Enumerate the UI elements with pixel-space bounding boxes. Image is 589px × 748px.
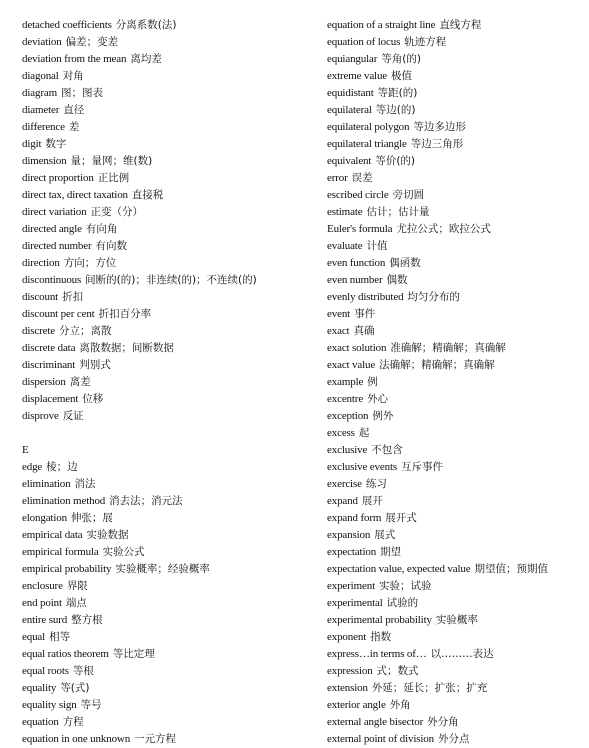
glossary-entry [327,459,587,476]
entry-english-term: equiangular [327,53,378,65]
entry-chinese-translation: 分立；离散 [59,325,112,337]
glossary-entry [22,663,312,680]
entry-english-term: end point [22,597,62,609]
glossary-entry [327,340,587,357]
glossary-entry [22,408,312,425]
left-column [22,17,312,748]
entry-chinese-translation: 离差 [69,376,91,388]
glossary-entry [22,612,312,629]
entry-chinese-translation: 折扣百分率 [98,308,152,320]
entry-english-term: experimental [327,597,383,609]
entry-chinese-translation: 消法 [74,478,96,490]
entry-english-term: discrete [22,325,56,337]
entry-english-term: equal roots [22,665,69,677]
entry-chinese-translation: 有向角 [85,223,118,235]
entry-english-term: equation in one unknown [22,733,131,745]
entry-chinese-translation: 图；图表 [61,87,103,99]
glossary-entry [22,578,312,595]
glossary-entry [327,68,587,85]
entry-chinese-translation: 以………表达 [430,648,494,660]
entry-english-term: discount [22,291,59,303]
glossary-entry [327,476,587,493]
entry-english-term: elimination method [22,495,106,507]
entry-english-term: directed angle [22,223,82,235]
entry-chinese-translation: 正比例 [97,172,130,184]
glossary-entry [22,136,312,153]
entry-chinese-translation: 等边(的) [375,104,416,116]
entry-chinese-translation: 实验；试验 [378,580,432,592]
glossary-entry [327,510,587,527]
entry-english-term: edge [22,461,43,473]
glossary-entry [22,34,312,51]
entry-english-term: even function [327,257,386,269]
entry-english-term: equidistant [327,87,374,99]
entry-chinese-translation: 均匀分布的 [407,291,460,303]
glossary-entry [22,731,312,748]
entry-chinese-translation: 外心 [367,393,389,405]
entry-chinese-translation: 轨迹方程 [404,36,447,48]
entry-english-term: expectation [327,546,377,558]
glossary-entry [327,408,587,425]
entry-english-term: direct proportion [22,172,94,184]
entry-chinese-translation: 端点 [65,597,87,609]
entry-english-term: exterior angle [327,699,386,711]
entry-english-term: discontinuous [22,274,82,286]
entry-chinese-translation: 离均差 [130,53,162,65]
glossary-entry [327,425,587,442]
glossary-entry [327,561,587,578]
glossary-entry [327,646,587,663]
section-spacer [22,425,312,442]
entry-chinese-translation: 伸张；展 [70,512,113,524]
glossary-entry [327,493,587,510]
entry-english-term: event [327,308,351,320]
glossary-entry [22,221,312,238]
entry-chinese-translation: 实验概率 [435,614,478,626]
glossary-entry [327,221,587,238]
entry-english-term: discrete data [22,342,76,354]
glossary-entry [22,119,312,136]
entry-chinese-translation: 偶函数 [389,257,421,269]
entry-english-term: deviation from the mean [22,53,127,65]
glossary-entry [327,714,587,731]
entry-chinese-translation: 展开式 [385,512,417,524]
glossary-entry [22,544,312,561]
entry-english-term: detached coefficients [22,19,112,31]
glossary-entry [22,374,312,391]
entry-english-term: equivalent [327,155,372,167]
glossary-entry [327,731,587,748]
glossary-entry [327,238,587,255]
glossary-entry [327,391,587,408]
entry-english-term: evenly distributed [327,291,404,303]
glossary-entry [22,17,312,34]
glossary-entry [327,119,587,136]
glossary-entry [22,272,312,289]
glossary-entry [22,68,312,85]
entry-chinese-translation: 整方根 [71,614,103,626]
entry-english-term: equation of locus [327,36,401,48]
entry-chinese-translation: 期望值；预期值 [474,563,548,575]
glossary-entry [22,510,312,527]
entry-chinese-translation: 互斥事件 [401,461,443,473]
entry-english-term: difference [22,121,65,133]
entry-chinese-translation: 练习 [365,478,387,490]
entry-chinese-translation: 消去法；消元法 [109,495,183,507]
entry-english-term: exact value [327,359,376,371]
glossary-entry [327,697,587,714]
glossary-entry [22,561,312,578]
entry-chinese-translation: 反证 [62,410,84,422]
entry-english-term: exact solution [327,342,387,354]
entry-chinese-translation: 尤拉公式；欧拉公式 [396,223,491,235]
glossary-entry [327,187,587,204]
entry-english-term: discount per cent [22,308,95,320]
glossary-entry [327,578,587,595]
entry-chinese-translation: 直径 [63,104,85,116]
glossary-entry [22,476,312,493]
entry-chinese-translation: 偏差；变差 [65,36,119,48]
glossary-entry [22,595,312,612]
glossary-entry [327,272,587,289]
entry-chinese-translation: 等(式) [60,682,90,694]
entry-chinese-translation: 直线方程 [439,19,482,31]
glossary-entry [22,357,312,374]
entry-chinese-translation: 准确解；精确解；真确解 [390,342,506,354]
entry-english-term: extension [327,682,368,694]
entry-english-term: diagram [22,87,57,99]
entry-chinese-translation: 指数 [370,631,392,643]
entry-chinese-translation: 位移 [82,393,104,405]
entry-chinese-translation: 等价(的) [375,155,416,167]
glossary-entry [327,85,587,102]
entry-chinese-translation: 直接税 [131,189,164,201]
entry-english-term: dispersion [22,376,66,388]
entry-english-term: evaluate [327,240,363,252]
glossary-entry [22,323,312,340]
glossary-entry [22,629,312,646]
entry-english-term: equation [22,716,59,728]
entry-english-term: elimination [22,478,71,490]
glossary-entry [22,170,312,187]
glossary-entry [327,374,587,391]
entry-chinese-translation: 计值 [366,240,388,252]
glossary-entry [22,153,312,170]
entry-chinese-translation: 展式 [374,529,396,541]
entry-english-term: experimental probability [327,614,432,626]
entry-english-term: equilateral [327,104,372,116]
entry-chinese-translation: 事件 [354,308,376,320]
entry-english-term: expectation value, expected value [327,563,471,575]
glossary-entry [22,51,312,68]
entry-english-term: equilateral triangle [327,138,407,150]
glossary-entry [327,595,587,612]
entry-chinese-translation: 外分点 [438,733,470,745]
glossary-entry [22,187,312,204]
glossary-entry [327,357,587,374]
entry-english-term: direct variation [22,206,87,218]
entry-english-term: example [327,376,364,388]
entry-chinese-translation: 等号 [80,699,102,711]
glossary-entry [22,340,312,357]
entry-chinese-translation: 方程 [62,716,84,728]
entry-chinese-translation: 试验的 [386,597,419,609]
entry-chinese-translation: 等比定理 [112,648,155,660]
entry-chinese-translation: 真确 [353,325,375,337]
entry-english-term: equality sign [22,699,77,711]
glossary-entry [22,204,312,221]
entry-english-term: expand form [327,512,382,524]
glossary-entry [22,697,312,714]
entry-chinese-translation: 不包含 [371,444,403,456]
entry-english-term: excentre [327,393,364,405]
entry-chinese-translation: 棱；边 [46,461,78,473]
entry-english-term: excess [327,427,355,439]
entry-english-term: even number [327,274,383,286]
entry-english-term: equation of a straight line [327,19,436,31]
section-letter-heading: E [22,444,29,456]
entry-english-term: entire surd [22,614,68,626]
glossary-entry [327,136,587,153]
entry-chinese-translation: 一元方程 [134,733,177,745]
entry-english-term: direct tax, direct taxation [22,189,128,201]
glossary-entry [22,714,312,731]
entry-english-term: expression [327,665,373,677]
entry-chinese-translation: 外分角 [427,716,459,728]
entry-chinese-translation: 式；数式 [376,665,419,677]
glossary-entry [327,289,587,306]
entry-english-term: external point of division [327,733,434,745]
entry-english-term: express…in terms of… [327,648,427,660]
entry-chinese-translation: 界限 [66,580,88,592]
entry-english-term: equal [22,631,46,643]
entry-chinese-translation: 估计；估计量 [366,206,430,218]
entry-chinese-translation: 法确解；精确解；真确解 [379,359,495,371]
entry-english-term: enclosure [22,580,63,592]
entry-english-term: exception [327,410,369,422]
entry-chinese-translation: 例外 [372,410,394,422]
entry-english-term: extreme value [327,70,388,82]
entry-chinese-translation: 有向数 [95,240,128,252]
glossary-entry [22,85,312,102]
glossary-entry [22,527,312,544]
entry-english-term: displacement [22,393,79,405]
entry-english-term: escribed circle [327,189,389,201]
entry-english-term: exclusive events [327,461,397,473]
glossary-entry [327,629,587,646]
entry-chinese-translation: 判别式 [79,359,111,371]
entry-chinese-translation: 等边三角形 [410,138,464,150]
glossary-entry [22,391,312,408]
entry-english-term: exponent [327,631,367,643]
glossary-entry [22,255,312,272]
entry-chinese-translation: 方向；方位 [63,257,117,269]
entry-chinese-translation: 展开 [361,495,383,507]
entry-english-term: discriminant [22,359,76,371]
glossary-entry [22,493,312,510]
entry-chinese-translation: 差 [68,121,80,133]
right-column [327,17,587,748]
glossary-entry [327,442,587,459]
glossary-entry [22,646,312,663]
entry-english-term: error [327,172,348,184]
entry-chinese-translation: 偶数 [386,274,408,286]
glossary-entry [22,459,312,476]
glossary-entry [22,102,312,119]
glossary-entry [22,680,312,697]
entry-chinese-translation: 外角 [389,699,411,711]
entry-chinese-translation: 旁切圆 [392,189,425,201]
entry-english-term: estimate [327,206,363,218]
entry-chinese-translation: 数字 [45,138,67,150]
entry-english-term: exclusive [327,444,368,456]
entry-english-term: empirical formula [22,546,99,558]
entry-chinese-translation: 等边多边形 [413,121,466,133]
entry-chinese-translation: 间断的(的)；非连续(的)；不连续(的) [85,274,257,286]
glossary-entry [327,544,587,561]
entry-english-term: disprove [22,410,59,422]
glossary-entry [22,289,312,306]
entry-chinese-translation: 等距(的) [377,87,418,99]
entry-english-term: equilateral polygon [327,121,410,133]
entry-english-term: Euler's formula [327,223,393,235]
entry-english-term: elongation [22,512,67,524]
entry-chinese-translation: 正变（分） [90,206,143,218]
glossary-entry [327,34,587,51]
entry-chinese-translation: 期望 [380,546,402,558]
entry-english-term: dimension [22,155,67,167]
entry-chinese-translation: 对角 [62,70,84,82]
entry-chinese-translation: 实验数据 [86,529,129,541]
glossary-entry [22,306,312,323]
entry-chinese-translation: 等角(的) [381,53,421,65]
entry-english-term: experiment [327,580,375,592]
entry-english-term: equality [22,682,57,694]
entry-chinese-translation: 相等 [49,631,71,643]
entry-chinese-translation: 极值 [391,70,413,82]
glossary-entry [327,255,587,272]
glossary-entry [327,17,587,34]
entry-chinese-translation: 实验公式 [102,546,145,558]
glossary-entry [327,323,587,340]
entry-english-term: empirical data [22,529,83,541]
glossary-entry [327,204,587,221]
entry-english-term: diagonal [22,70,59,82]
entry-english-term: exact [327,325,350,337]
glossary-entry [22,238,312,255]
entry-chinese-translation: 起 [358,427,370,439]
entry-english-term: diameter [22,104,60,116]
glossary-entry [327,663,587,680]
entry-chinese-translation: 离散数据；间断数据 [79,342,174,354]
glossary-entry [327,527,587,544]
glossary-entry [327,306,587,323]
entry-chinese-translation: 实验概率；经验概率 [115,563,210,575]
entry-chinese-translation: 误差 [351,172,373,184]
entry-chinese-translation: 折扣 [62,291,84,303]
glossary-entry [327,612,587,629]
entry-chinese-translation: 量；量网；维(数) [70,155,153,167]
entry-english-term: deviation [22,36,62,48]
glossary-entry [327,153,587,170]
entry-english-term: expansion [327,529,371,541]
entry-chinese-translation: 分离系数(法) [115,19,177,31]
entry-english-term: empirical probability [22,563,112,575]
entry-english-term: exercise [327,478,362,490]
entry-chinese-translation: 等根 [72,665,94,677]
entry-chinese-translation: 外延；延长；扩张；扩充 [371,682,488,694]
entry-english-term: equal ratios theorem [22,648,109,660]
entry-chinese-translation: 例 [367,376,378,388]
glossary-entry [327,170,587,187]
entry-english-term: digit [22,138,42,150]
entry-english-term: external angle bisector [327,716,424,728]
glossary-entry [327,102,587,119]
glossary-entry [327,680,587,697]
entry-english-term: directed number [22,240,92,252]
entry-english-term: expand [327,495,358,507]
glossary-entry [327,51,587,68]
entry-english-term: direction [22,257,60,269]
